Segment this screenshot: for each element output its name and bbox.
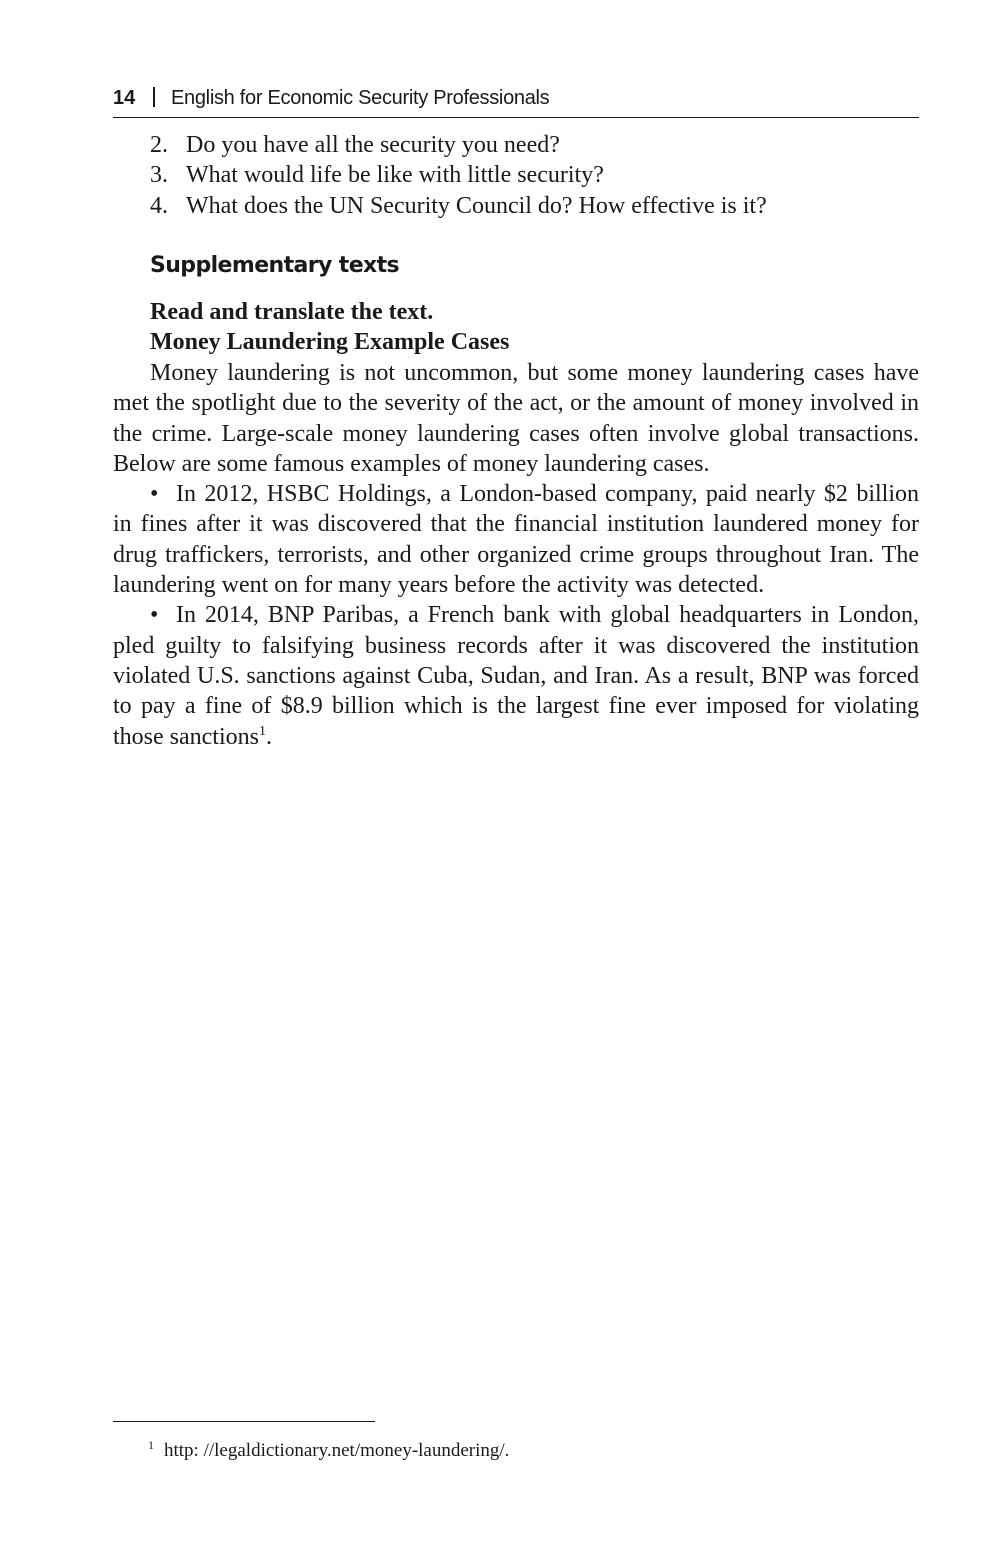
bullet-icon: •	[150, 481, 159, 508]
footnote-rule	[113, 1421, 375, 1422]
footnote	[148, 1432, 509, 1464]
bnp-case-text: In 2014, BNP Paribas, a French bank with global headquarters in London, pled guilty to falsifying business records after it was discovered the institution violated U.S. sanctions against Cuba, Sudan, and Iran. As a result, BNP was forced to pay a fine of $8.9 billion which is the largest fine ever imposed for violating those sanctions	[113, 602, 919, 750]
header-separator	[153, 87, 155, 107]
intro-text: Money laundering is not uncommon, but some money laundering cases have met the spotlight due to the severity of the act, or the amount of money involved in the crime. Large-scale money laundering cases often involve global transactions. Below are some famous examples of money laundering cases.	[113, 360, 919, 477]
question-text: What does the UN Security Council do? How effective is it?	[186, 192, 767, 219]
question-number: 2.	[150, 132, 168, 158]
bullet-paragraph-bnp	[113, 600, 919, 751]
question-number: 4.	[150, 192, 168, 219]
section-heading: Supplementary texts	[150, 253, 400, 278]
text-title: Money Laundering Example Cases	[150, 329, 510, 356]
intro-paragraph	[113, 358, 919, 479]
question-item	[150, 160, 920, 190]
header-rule	[113, 117, 919, 118]
question-item	[150, 191, 920, 221]
question-number: 3.	[150, 162, 168, 189]
footnote-reference[interactable]: 1	[258, 723, 266, 739]
bullet-paragraph-hsbc	[113, 479, 919, 600]
hsbc-case-text: In 2012, HSBC Holdings, a London-based company, paid nearly $2 billion in fines after it was discovered that the financial institution laundered money for drug traffickers, terrorists, and other organized crime groups throughout Iran. The laundering went on for many years before the activity was detected.	[113, 481, 919, 599]
task-block	[150, 297, 920, 358]
question-item	[150, 130, 920, 160]
footnote-mark: 1	[148, 1438, 154, 1452]
question-text: What would life be like with little security?	[186, 162, 604, 189]
footnote-link[interactable]: http: //legaldictionary.net/money-laundering/.	[164, 1440, 510, 1461]
page-number: 14	[113, 87, 136, 109]
book-title: English for Economic Security Professionals	[171, 87, 550, 109]
task-instruction: Read and translate the text.	[150, 299, 434, 325]
running-header	[113, 84, 919, 116]
body-text	[113, 358, 919, 752]
bullet-icon: •	[150, 602, 159, 629]
question-text: Do you have all the security you need?	[186, 132, 560, 158]
question-list	[150, 130, 920, 221]
bnp-case-end: .	[265, 723, 272, 750]
